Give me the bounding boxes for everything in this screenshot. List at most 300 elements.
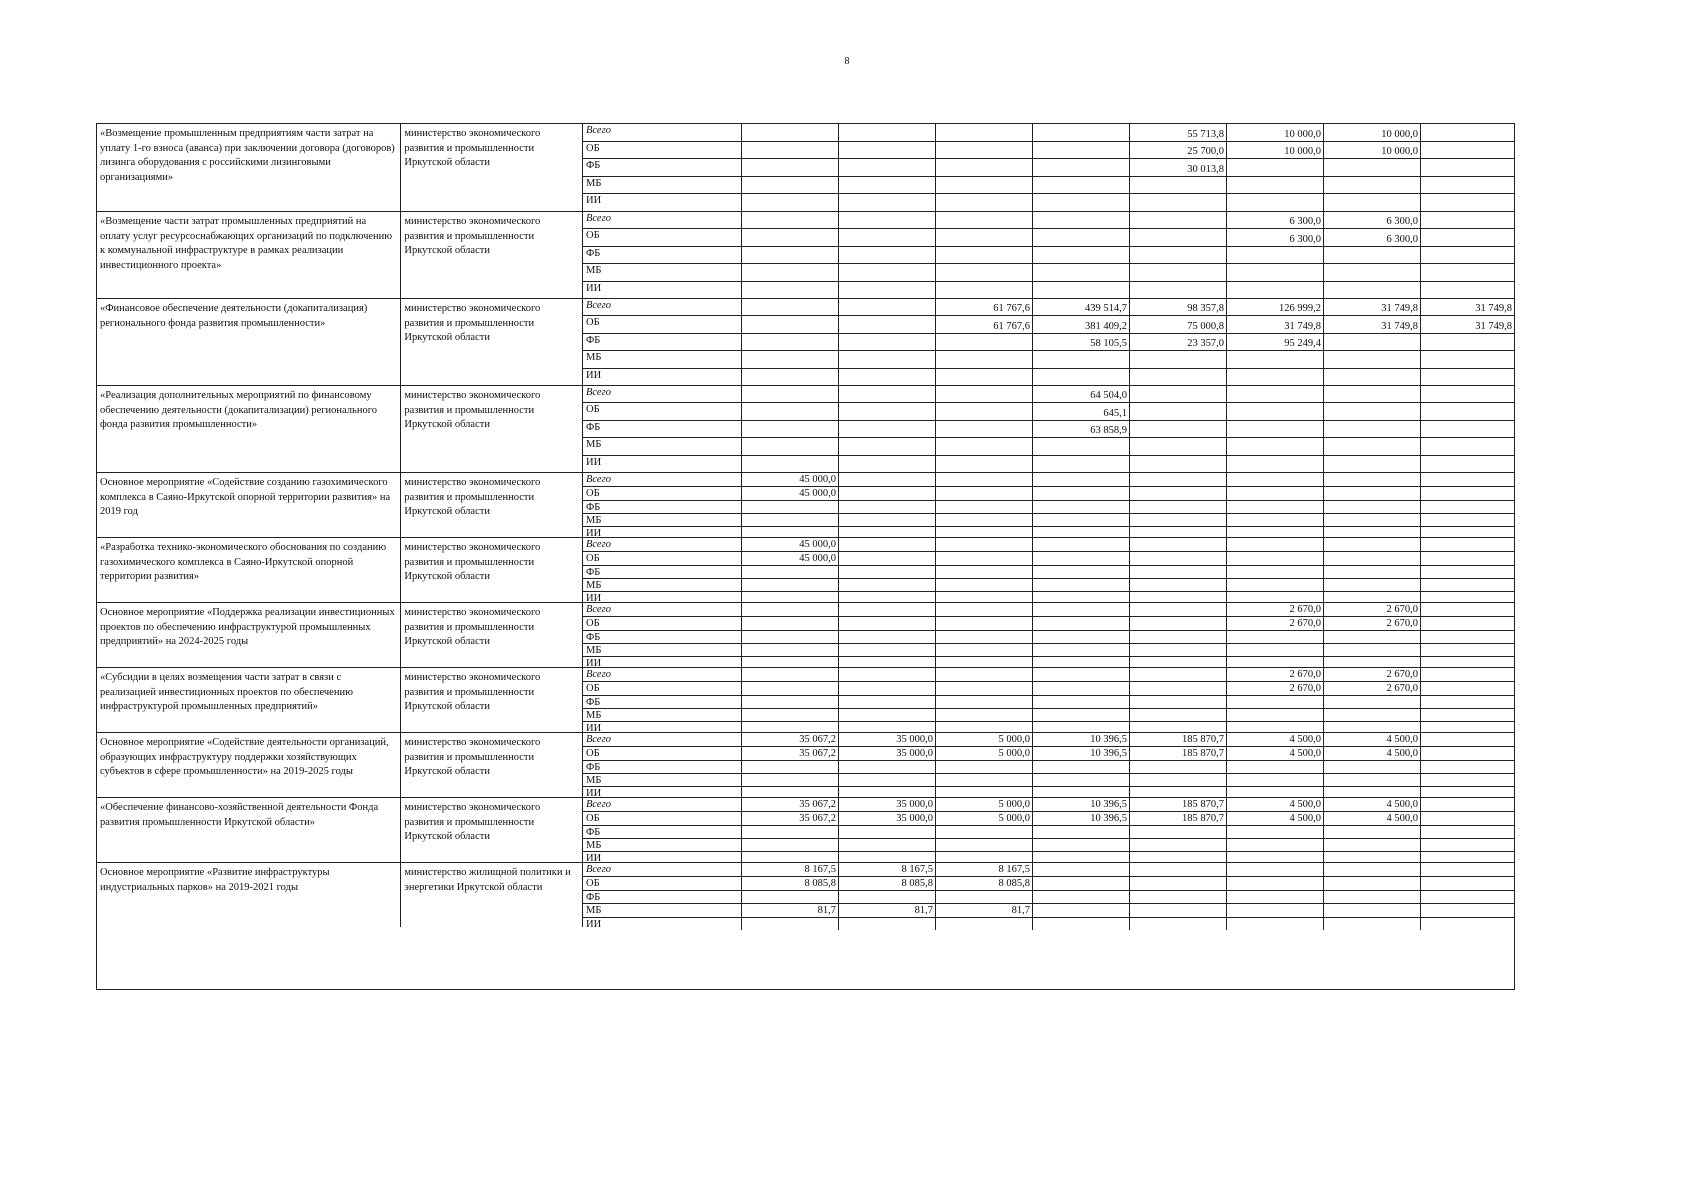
- funding-source: ОБ: [583, 812, 742, 825]
- value-cell: 81,7: [936, 904, 1033, 917]
- value-cell: [742, 299, 839, 315]
- value-cell: [742, 617, 839, 630]
- value-cell: [839, 247, 936, 263]
- value-cell: [1130, 421, 1227, 437]
- value-cell: [1227, 891, 1324, 903]
- value-cell: 4 500,0: [1227, 747, 1324, 760]
- value-cell: [1421, 839, 1514, 851]
- value-cell: [839, 603, 936, 616]
- table-row: [583, 773, 1514, 786]
- value-cell: [1227, 194, 1324, 211]
- value-cell: [1421, 668, 1514, 681]
- funding-source: ОБ: [583, 552, 742, 565]
- measure-name: «Финансовое обеспечение деятельности (докапитализация) регионального фонда развития промышленности»: [97, 299, 401, 385]
- value-cell: [1033, 229, 1130, 245]
- value-cell: 10 396,5: [1033, 798, 1130, 811]
- value-cell: [1227, 839, 1324, 851]
- table-row: [583, 708, 1514, 721]
- value-cell: [936, 421, 1033, 437]
- value-cell: [1421, 403, 1514, 419]
- value-cell: 6 300,0: [1227, 212, 1324, 228]
- value-cell: [1130, 668, 1227, 681]
- value-cell: [1324, 177, 1421, 194]
- value-cell: [839, 194, 936, 211]
- table-row: [583, 228, 1514, 245]
- value-cell: [1421, 438, 1514, 454]
- value-cell: 5 000,0: [936, 812, 1033, 825]
- value-cell: [1227, 247, 1324, 263]
- value-cell: 31 749,8: [1475, 303, 1512, 315]
- value-cell: 10 000,0: [1227, 124, 1324, 141]
- value-cell: [742, 159, 839, 176]
- value-cell: [1033, 668, 1130, 681]
- funding-source: Всего: [583, 124, 742, 141]
- table-group: [97, 797, 1514, 862]
- value-cell: [839, 668, 936, 681]
- value-cell: [1033, 282, 1130, 298]
- value-cell: [839, 501, 936, 513]
- table-row: [583, 333, 1514, 350]
- value-cell: 8 167,5: [839, 863, 936, 876]
- value-cell: 10 000,0: [1324, 124, 1421, 141]
- value-cell: [742, 124, 839, 141]
- funding-source: Всего: [583, 798, 742, 811]
- value-cell: [839, 334, 936, 350]
- value-cell: 35 000,0: [839, 733, 936, 746]
- value-cell: [839, 403, 936, 419]
- value-cell: [1421, 579, 1514, 591]
- value-cell: [1033, 351, 1130, 367]
- funding-source: ФБ: [583, 421, 742, 437]
- measure-name: «Возмещение части затрат промышленных предприятий на оплату услуг ресурсоснабжающих организаций по подключению к коммунальной инфраструктуре в рамках реализации инвестиционного проекта»: [97, 212, 401, 298]
- value-cell: [742, 456, 839, 472]
- funding-source: ИИ: [583, 527, 742, 539]
- funding-source: ИИ: [583, 194, 742, 211]
- table-row: [583, 733, 1514, 746]
- value-cell: 8 085,8: [936, 877, 1033, 890]
- value-cell: 25 700,0: [1130, 142, 1227, 159]
- value-cell: [1130, 863, 1227, 876]
- value-cell: 4 500,0: [1227, 798, 1324, 811]
- value-cell: [1421, 264, 1514, 280]
- table-row: [583, 124, 1514, 141]
- value-cell: [839, 709, 936, 721]
- funding-source: ИИ: [583, 592, 742, 604]
- funding-source: ФБ: [583, 334, 742, 350]
- value-cell: [839, 264, 936, 280]
- funding-source: Всего: [583, 733, 742, 746]
- funding-source: МБ: [583, 351, 742, 367]
- value-cell: [1227, 456, 1324, 472]
- value-cell: 23 357,0: [1130, 334, 1227, 350]
- measure-name: «Обеспечение финансово-хозяйственной деятельности Фонда развития промышленности Иркутской области»: [97, 798, 401, 862]
- value-cell: [1130, 603, 1227, 616]
- value-cell: [1033, 709, 1130, 721]
- table-row: [583, 386, 1514, 402]
- measure-name: «Реализация дополнительных мероприятий по финансовому обеспечению деятельности (докапитализации) регионального фонда развития промышленности»: [97, 386, 401, 472]
- value-cell: [1033, 456, 1130, 472]
- funding-source: ФБ: [583, 501, 742, 513]
- table-row: [583, 917, 1514, 930]
- funding-source: Всего: [583, 299, 742, 315]
- table-row: [583, 890, 1514, 903]
- table-row: [583, 263, 1514, 280]
- value-cell: [1033, 631, 1130, 643]
- value-cell: 35 000,0: [839, 798, 936, 811]
- value-cell: [1033, 473, 1130, 486]
- value-cell: [1324, 501, 1421, 513]
- value-cell: [839, 386, 936, 402]
- table-row: [583, 746, 1514, 760]
- value-cell: [1421, 644, 1514, 656]
- value-cell: [839, 761, 936, 773]
- value-cell: [742, 229, 839, 245]
- value-cell: [1033, 177, 1130, 194]
- responsible-org: министерство экономического развития и промышленности Иркутской области: [401, 386, 583, 472]
- value-cell: 31 749,8: [1475, 320, 1512, 332]
- funding-source: ОБ: [583, 229, 742, 245]
- value-cell: [1130, 761, 1227, 773]
- value-cell: [936, 264, 1033, 280]
- value-cell: [1421, 124, 1514, 141]
- value-cell: [839, 299, 936, 315]
- value-cell: [1227, 579, 1324, 591]
- value-cell: [936, 682, 1033, 695]
- value-cell: [1227, 566, 1324, 578]
- value-cell: [936, 369, 1033, 385]
- value-cell: [1421, 351, 1514, 367]
- table-row: [583, 578, 1514, 591]
- value-cell: 8 085,8: [742, 877, 839, 890]
- value-cell: [1033, 877, 1130, 890]
- value-cell: [1130, 682, 1227, 695]
- value-cell: [1421, 891, 1514, 903]
- value-cell: [1033, 839, 1130, 851]
- funding-source: ИИ: [583, 722, 742, 734]
- value-cell: [1324, 774, 1421, 786]
- responsible-org: министерство экономического развития и промышленности Иркутской области: [401, 668, 583, 732]
- value-cell: [742, 761, 839, 773]
- value-cell: [1130, 212, 1227, 228]
- funding-source: МБ: [583, 644, 742, 656]
- value-cell: 31 749,8: [1227, 316, 1324, 332]
- value-cell: [1227, 514, 1324, 526]
- value-cell: [839, 631, 936, 643]
- table-group: [97, 385, 1514, 472]
- value-cell: [1130, 177, 1227, 194]
- table-group: [97, 602, 1514, 667]
- value-cell: [936, 696, 1033, 708]
- responsible-org: министерство экономического развития и промышленности Иркутской области: [401, 473, 583, 537]
- value-cell: [742, 696, 839, 708]
- value-cell: [839, 566, 936, 578]
- value-cell: [936, 194, 1033, 211]
- value-cell: 63 858,9: [1033, 421, 1130, 437]
- value-cell: [1130, 247, 1227, 263]
- value-cell: [839, 696, 936, 708]
- value-cell: [839, 421, 936, 437]
- value-cell: [1227, 386, 1324, 402]
- table-row: [583, 158, 1514, 176]
- value-cell: [742, 142, 839, 159]
- value-cell: 2 670,0: [1227, 617, 1324, 630]
- value-cell: [1421, 538, 1514, 551]
- value-cell: [839, 473, 936, 486]
- value-cell: [1130, 282, 1227, 298]
- value-cell: [839, 579, 936, 591]
- value-cell: [742, 709, 839, 721]
- value-cell: [1421, 501, 1514, 513]
- value-cell: [839, 351, 936, 367]
- value-cell: [1033, 487, 1130, 500]
- table-row: [583, 193, 1514, 211]
- value-cell: [1227, 159, 1324, 176]
- value-cell: [936, 761, 1033, 773]
- value-cell: 4 500,0: [1227, 733, 1324, 746]
- value-cell: [936, 514, 1033, 526]
- value-cell: [1227, 761, 1324, 773]
- measure-name: Основное мероприятие «Содействие деятельности организаций, образующих инфраструктуру поддержки хозяйствующих субъектов в сфере промышленности» на 2019-2025 годы: [97, 733, 401, 797]
- funding-source: МБ: [583, 264, 742, 280]
- funding-source: ОБ: [583, 747, 742, 760]
- table-row: [583, 350, 1514, 367]
- table-group: [97, 298, 1514, 385]
- value-cell: [1421, 812, 1514, 825]
- value-cell: [1033, 696, 1130, 708]
- value-cell: [1324, 456, 1421, 472]
- value-cell: [1130, 579, 1227, 591]
- value-cell: 185 870,7: [1130, 733, 1227, 746]
- table-row: [583, 281, 1514, 298]
- value-cell: [742, 501, 839, 513]
- value-cell: [1033, 918, 1130, 930]
- page-number: 8: [844, 56, 850, 67]
- value-cell: 64 504,0: [1033, 386, 1130, 402]
- value-cell: [936, 386, 1033, 402]
- value-cell: [1324, 839, 1421, 851]
- value-cell: [1033, 438, 1130, 454]
- value-cell: 61 767,6: [936, 316, 1033, 332]
- value-cell: [839, 644, 936, 656]
- funding-source: МБ: [583, 774, 742, 786]
- value-cell: [1421, 798, 1514, 811]
- value-cell: 81,7: [839, 904, 936, 917]
- responsible-org: министерство экономического развития и промышленности Иркутской области: [401, 603, 583, 667]
- table-row: [583, 903, 1514, 917]
- value-cell: 10 000,0: [1227, 142, 1324, 159]
- value-cell: [1324, 473, 1421, 486]
- value-cell: [1324, 644, 1421, 656]
- value-cell: [1324, 761, 1421, 773]
- value-cell: [1130, 631, 1227, 643]
- value-cell: 95 249,4: [1227, 334, 1324, 350]
- value-cell: [1130, 644, 1227, 656]
- value-cell: [1227, 501, 1324, 513]
- table-row: [583, 437, 1514, 454]
- value-cell: [1421, 918, 1514, 930]
- value-cell: [1227, 774, 1324, 786]
- table-row: [583, 616, 1514, 630]
- value-cell: [742, 403, 839, 419]
- value-cell: [1421, 631, 1514, 643]
- value-cell: 31 749,8: [1324, 299, 1421, 315]
- value-cell: [1421, 334, 1514, 350]
- value-cell: 35 067,2: [742, 798, 839, 811]
- value-cell: [839, 456, 936, 472]
- value-cell: [936, 334, 1033, 350]
- value-cell: [839, 682, 936, 695]
- value-cell: [1033, 603, 1130, 616]
- funding-source: МБ: [583, 904, 742, 917]
- value-cell: [839, 538, 936, 551]
- value-cell: [1324, 421, 1421, 437]
- measure-name: «Субсидии в целях возмещения части затрат в связи с реализацией инвестиционных проектов по обеспечению инфраструктурой промышленных предприятий»: [97, 668, 401, 732]
- value-cell: [839, 369, 936, 385]
- value-cell: [1324, 369, 1421, 385]
- value-cell: [1130, 403, 1227, 419]
- value-cell: 5 000,0: [936, 798, 1033, 811]
- value-cell: [742, 369, 839, 385]
- value-cell: [1033, 142, 1130, 159]
- table-row: [583, 825, 1514, 838]
- value-cell: 185 870,7: [1130, 812, 1227, 825]
- value-cell: [1421, 229, 1514, 245]
- value-cell: [839, 177, 936, 194]
- table-row: [583, 798, 1514, 811]
- value-cell: [936, 487, 1033, 500]
- value-cell: 6 300,0: [1324, 229, 1421, 245]
- value-cell: [1421, 682, 1514, 695]
- value-cell: [1130, 456, 1227, 472]
- value-cell: [936, 501, 1033, 513]
- value-cell: [1130, 386, 1227, 402]
- value-cell: [936, 229, 1033, 245]
- value-cell: [742, 264, 839, 280]
- value-cell: [839, 617, 936, 630]
- value-cell: 55 713,8: [1130, 124, 1227, 141]
- value-cell: [936, 438, 1033, 454]
- table-row: [583, 176, 1514, 194]
- value-cell: [1421, 904, 1514, 917]
- table-row: [583, 668, 1514, 681]
- value-cell: [742, 644, 839, 656]
- value-cell: 2 670,0: [1324, 617, 1421, 630]
- funding-source: МБ: [583, 579, 742, 591]
- value-cell: [1033, 579, 1130, 591]
- table-row: [583, 681, 1514, 695]
- value-cell: 58 105,5: [1033, 334, 1130, 350]
- value-cell: [1130, 487, 1227, 500]
- value-cell: [1227, 403, 1324, 419]
- value-cell: [742, 918, 839, 930]
- table-row: [583, 420, 1514, 437]
- funding-source: МБ: [583, 514, 742, 526]
- funding-source: ИИ: [583, 918, 742, 930]
- funding-source: ФБ: [583, 826, 742, 838]
- funding-source: ИИ: [583, 369, 742, 385]
- responsible-org: министерство экономического развития и промышленности Иркутской области: [401, 538, 583, 602]
- value-cell: [936, 709, 1033, 721]
- value-cell: [1130, 538, 1227, 551]
- value-cell: [1227, 177, 1324, 194]
- funding-source: ИИ: [583, 456, 742, 472]
- value-cell: [1033, 514, 1130, 526]
- funding-source: ИИ: [583, 787, 742, 799]
- value-cell: 45 000,0: [742, 473, 839, 486]
- value-cell: [936, 603, 1033, 616]
- value-cell: [936, 617, 1033, 630]
- value-cell: [1421, 747, 1514, 760]
- table-group: [97, 667, 1514, 732]
- value-cell: 439 514,7: [1033, 299, 1130, 315]
- value-cell: [1324, 538, 1421, 551]
- value-cell: [1324, 264, 1421, 280]
- value-cell: 645,1: [1033, 403, 1130, 419]
- value-cell: 10 396,5: [1033, 812, 1130, 825]
- value-cell: 75 000,8: [1130, 316, 1227, 332]
- value-cell: [742, 566, 839, 578]
- responsible-org: министерство экономического развития и промышленности Иркутской области: [401, 299, 583, 385]
- value-cell: [1421, 159, 1514, 176]
- value-cell: [1130, 774, 1227, 786]
- table-row: [583, 299, 1514, 315]
- measure-name: Основное мероприятие «Поддержка реализации инвестиционных проектов по обеспечению инфраструктурой промышленных предприятий» на 2024-2025 годы: [97, 603, 401, 667]
- value-cell: [1130, 904, 1227, 917]
- value-cell: [1033, 538, 1130, 551]
- value-cell: [1227, 538, 1324, 551]
- funding-source: ОБ: [583, 877, 742, 890]
- value-cell: [1227, 369, 1324, 385]
- value-cell: [839, 316, 936, 332]
- funding-source: ФБ: [583, 247, 742, 263]
- value-cell: 81,7: [742, 904, 839, 917]
- value-cell: [1227, 709, 1324, 721]
- value-cell: [1033, 552, 1130, 565]
- value-cell: 126 999,2: [1227, 299, 1324, 315]
- value-cell: [1130, 891, 1227, 903]
- funding-source: ФБ: [583, 761, 742, 773]
- value-cell: [1033, 159, 1130, 176]
- value-cell: [1421, 696, 1514, 708]
- value-cell: [1324, 891, 1421, 903]
- value-cell: [1421, 487, 1514, 500]
- funding-source: Всего: [583, 386, 742, 402]
- value-cell: [1324, 566, 1421, 578]
- value-cell: [936, 473, 1033, 486]
- table-group: [97, 472, 1514, 537]
- value-cell: [742, 891, 839, 903]
- value-cell: [1227, 696, 1324, 708]
- value-cell: 5 000,0: [936, 747, 1033, 760]
- value-cell: [936, 247, 1033, 263]
- value-cell: [839, 839, 936, 851]
- value-cell: [1130, 696, 1227, 708]
- value-cell: [1227, 421, 1324, 437]
- table-row: [583, 368, 1514, 385]
- value-cell: [742, 774, 839, 786]
- funding-source: Всего: [583, 473, 742, 486]
- value-cell: [936, 177, 1033, 194]
- value-cell: 30 013,8: [1130, 159, 1227, 176]
- value-cell: [1130, 264, 1227, 280]
- table-row: [583, 838, 1514, 851]
- value-cell: [1227, 644, 1324, 656]
- funding-source: ФБ: [583, 159, 742, 176]
- value-cell: [742, 438, 839, 454]
- funding-table: [96, 123, 1515, 990]
- value-cell: [1227, 487, 1324, 500]
- value-cell: 2 670,0: [1324, 603, 1421, 616]
